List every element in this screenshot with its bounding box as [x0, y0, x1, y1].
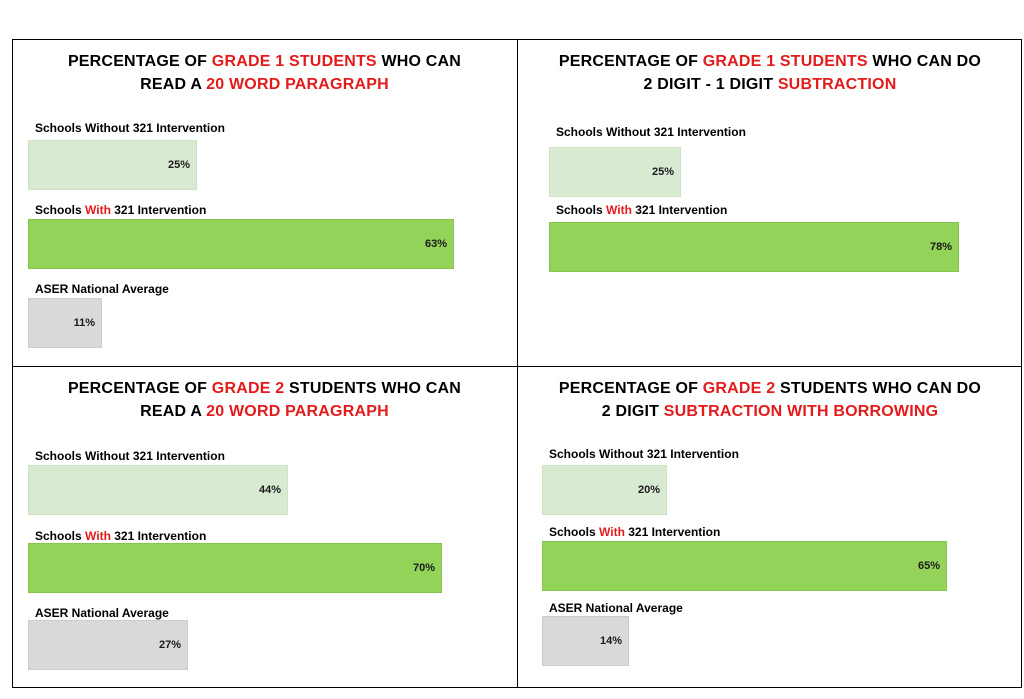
category-label-aser-national-average: ASER National Average	[35, 606, 169, 620]
bar-schools-without-321-intervention	[542, 465, 667, 515]
category-label-schools-without-321-intervention: Schools Without 321 Intervention	[556, 125, 746, 139]
bar-value-label: 25%	[167, 159, 190, 171]
bar-schools-with-321-intervention	[542, 541, 947, 591]
category-label-schools-without-321-intervention: Schools Without 321 Intervention	[35, 121, 225, 135]
bar-value-label: 11%	[73, 317, 95, 329]
bar-schools-without-321-intervention	[28, 140, 197, 190]
bar-value-label: 44%	[258, 484, 281, 496]
vertical-divider	[517, 39, 518, 688]
category-label-schools-with-321-intervention: Schools With 321 Intervention	[35, 203, 207, 217]
category-label-aser-national-average: ASER National Average	[35, 282, 169, 296]
bar-aser-national-average	[28, 620, 188, 670]
bar-value-label: 63%	[424, 238, 447, 250]
bar-aser-national-average	[28, 298, 102, 348]
bar-schools-with-321-intervention	[549, 222, 959, 272]
category-label-schools-with-321-intervention: Schools With 321 Intervention	[35, 529, 207, 543]
chart-title: PERCENTAGE OF GRADE 1 STUDENTS WHO CAN DO 2 DIGIT - 1 DIGIT SUBTRACTION	[558, 53, 982, 93]
bar-value-label: 14%	[599, 635, 622, 647]
bar-value-label: 25%	[651, 166, 674, 178]
bar-schools-with-321-intervention	[28, 543, 442, 593]
category-label-aser-national-average: ASER National Average	[549, 601, 683, 615]
bar-schools-without-321-intervention	[549, 147, 681, 197]
bar-value-label: 20%	[637, 484, 660, 496]
horizontal-divider	[12, 366, 1022, 367]
bar-schools-with-321-intervention	[28, 219, 454, 269]
chart-title: PERCENTAGE OF GRADE 2 STUDENTS WHO CAN READ A 20 WORD PARAGRAPH	[67, 380, 462, 420]
bar-value-label: 27%	[158, 639, 181, 651]
category-label-schools-without-321-intervention: Schools Without 321 Intervention	[549, 447, 739, 461]
bar-value-label: 70%	[412, 562, 435, 574]
chart-title: PERCENTAGE OF GRADE 2 STUDENTS WHO CAN DO 2 DIGIT SUBTRACTION WITH BORROWING	[558, 380, 982, 420]
bar-value-label: 78%	[929, 241, 952, 253]
category-label-schools-without-321-intervention: Schools Without 321 Intervention	[35, 449, 225, 463]
category-label-schools-with-321-intervention: Schools With 321 Intervention	[556, 203, 728, 217]
bar-schools-without-321-intervention	[28, 465, 288, 515]
chart-title: PERCENTAGE OF GRADE 1 STUDENTS WHO CAN READ A 20 WORD PARAGRAPH	[67, 53, 462, 93]
bar-value-label: 65%	[917, 560, 940, 572]
category-label-schools-with-321-intervention: Schools With 321 Intervention	[549, 525, 721, 539]
bar-aser-national-average	[542, 616, 629, 666]
